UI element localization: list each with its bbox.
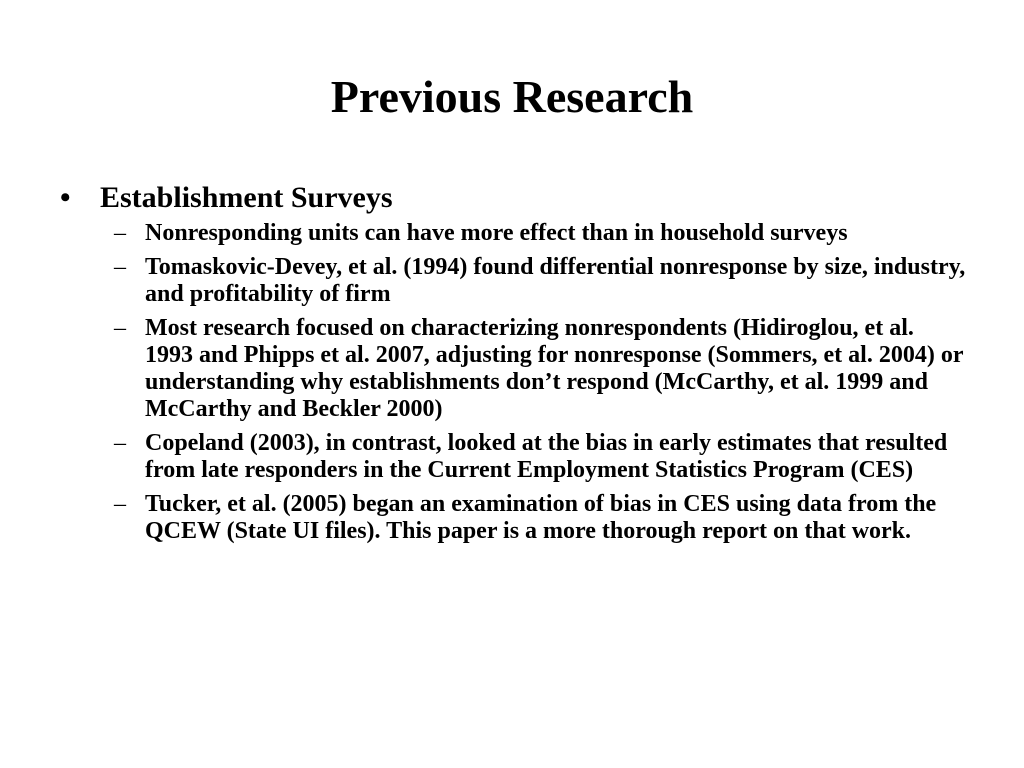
- dash-marker: –: [114, 254, 126, 280]
- dash-marker: –: [114, 315, 126, 341]
- sub-bullet-item: [56, 430, 966, 484]
- sub-bullet-text: Most research focused on characterizing nonrespondents (Hidiroglou, et al. 1993 and Phipps et al. 2007, adjusting for nonresponse (Sommers, et al. 2004) or understanding why establishments don’t respond (McCarthy, et al. 1999 and McCarthy and Beckler 2000): [145, 315, 964, 422]
- sub-bullet-item: [56, 491, 966, 545]
- bullet-marker: •: [60, 181, 71, 214]
- sub-bullet-text: Nonresponding units can have more effect than in household surveys: [145, 220, 848, 246]
- sub-bullet-text: Tomaskovic-Devey, et al. (1994) found differential nonresponse by size, industry, and profitability of firm: [145, 254, 966, 307]
- sub-bullet-list: [56, 220, 966, 545]
- dash-marker: –: [114, 220, 126, 246]
- bullet-item-establishment-surveys: [56, 180, 966, 216]
- sub-bullet-text: Copeland (2003), in contrast, looked at the bias in early estimates that resulted from late responders in the Current Employment Statistics Program (CES): [145, 430, 948, 483]
- slide-title: Previous Research: [330, 71, 694, 122]
- sub-bullet-item: [56, 220, 966, 247]
- dash-marker: –: [114, 491, 126, 517]
- dash-marker: –: [114, 430, 126, 456]
- bullet-heading: Establishment Surveys: [100, 181, 393, 214]
- slide-body: [56, 180, 966, 552]
- sub-bullet-item: [56, 315, 966, 423]
- sub-bullet-text: Tucker, et al. (2005) began an examination of bias in CES using data from the QCEW (State UI files). This paper is a more thorough report on that work.: [145, 491, 937, 544]
- sub-bullet-item: [56, 254, 966, 308]
